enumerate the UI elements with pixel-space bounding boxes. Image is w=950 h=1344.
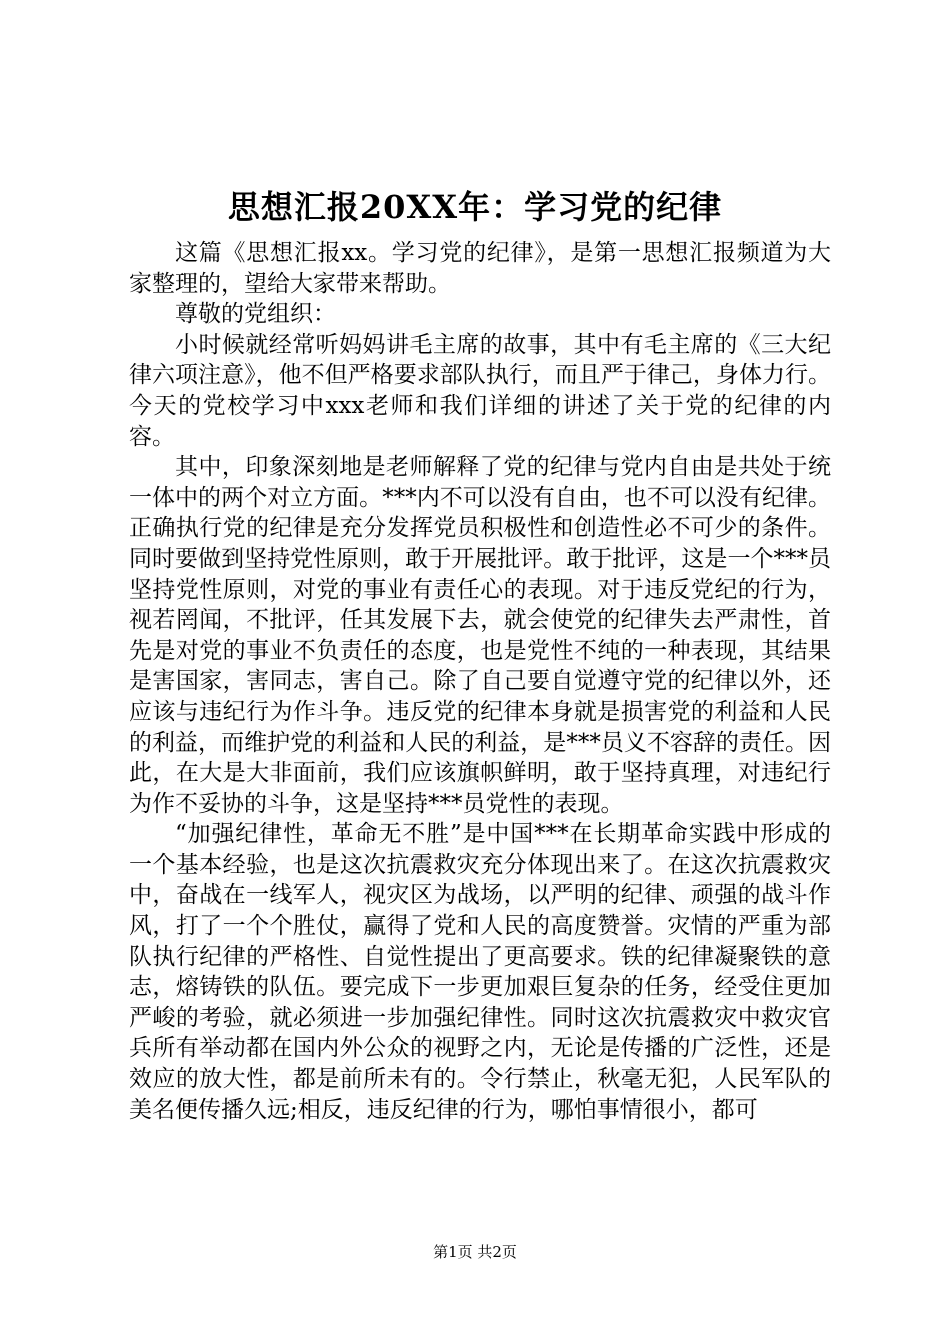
document-title: 思想汇报20XX年：学习党的纪律: [227, 188, 723, 226]
salutation: 尊敬的党组织：: [175, 301, 336, 328]
intro-paragraph: 这篇《思想汇报xx。学习党的纪律》，是第一思想汇报频道为大家整理的，望给大家带来帮助。: [129, 240, 831, 297]
page-number-footer: 第1页 共2页: [433, 1243, 517, 1261]
body-paragraph: 小时候就经常听妈妈讲毛主席的故事，其中有毛主席的《三大纪律六项注意》，他不但严格要求部队执行，而且严于律己，身体力行。今天的党校学习中xxx老师和我们详细的讲述了关于党的纪律的内容。: [129, 331, 831, 450]
body-paragraph: 其中，印象深刻地是老师解释了党的纪律与党内自由是共处于统一体中的两个对立方面。***内不可以没有自由，也不可以没有纪律。正确执行党的纪律是充分发挥党员积极性和创造性必不可少的条件。同时要做到坚持党性原则，敢于开展批评。敢于批评，这是一个***员坚持党性原则，对党的事业有责任心的表现。对于违反党纪的行为，视若罔闻，不批评，任其发展下去，就会使党的纪律失去严肃性，首先是对党的事业不负责任的态度，也是党性不纯的一种表现，其结果是害国家，害同志，害自己。除了自己要自觉遵守党的纪律以外，还应该与违纪行为作斗争。违反党的纪律本身就是损害党的利益和人民的利益，而维护党的利益和人民的利益，是***员义不容辞的责任。因此，在大是大非面前，我们应该旗帜鲜明，敢于坚持真理，对违纪行为作不妥协的斗争，这是坚持***员党性的表现。: [129, 454, 831, 817]
body-paragraph: “加强纪律性，革命无不胜”是中国***在长期革命实践中形成的一个基本经验，也是这次抗震救灾充分体现出来了。在这次抗震救灾中，奋战在一线军人，视灾区为战场，以严明的纪律、顽强的战斗作风，打了一个个胜仗，赢得了党和人民的高度赞誉。灾情的严重为部队执行纪律的严格性、自觉性提出了更高要求。铁的纪律凝聚铁的意志，熔铸铁的队伍。要完成下一步更加艰巨复杂的任务，经受住更加严峻的考验，就必须进一步加强纪律性。同时这次抗震救灾中救灾官兵所有举动都在国内外公众的视野之内，无论是传播的广泛性，还是效应的放大性，都是前所未有的。令行禁止，秋毫无犯，人民军队的美名便传播久远;相反，违反纪律的行为，哪怕事情很小，都可: [129, 821, 831, 1123]
document-body: [129, 238, 831, 1125]
